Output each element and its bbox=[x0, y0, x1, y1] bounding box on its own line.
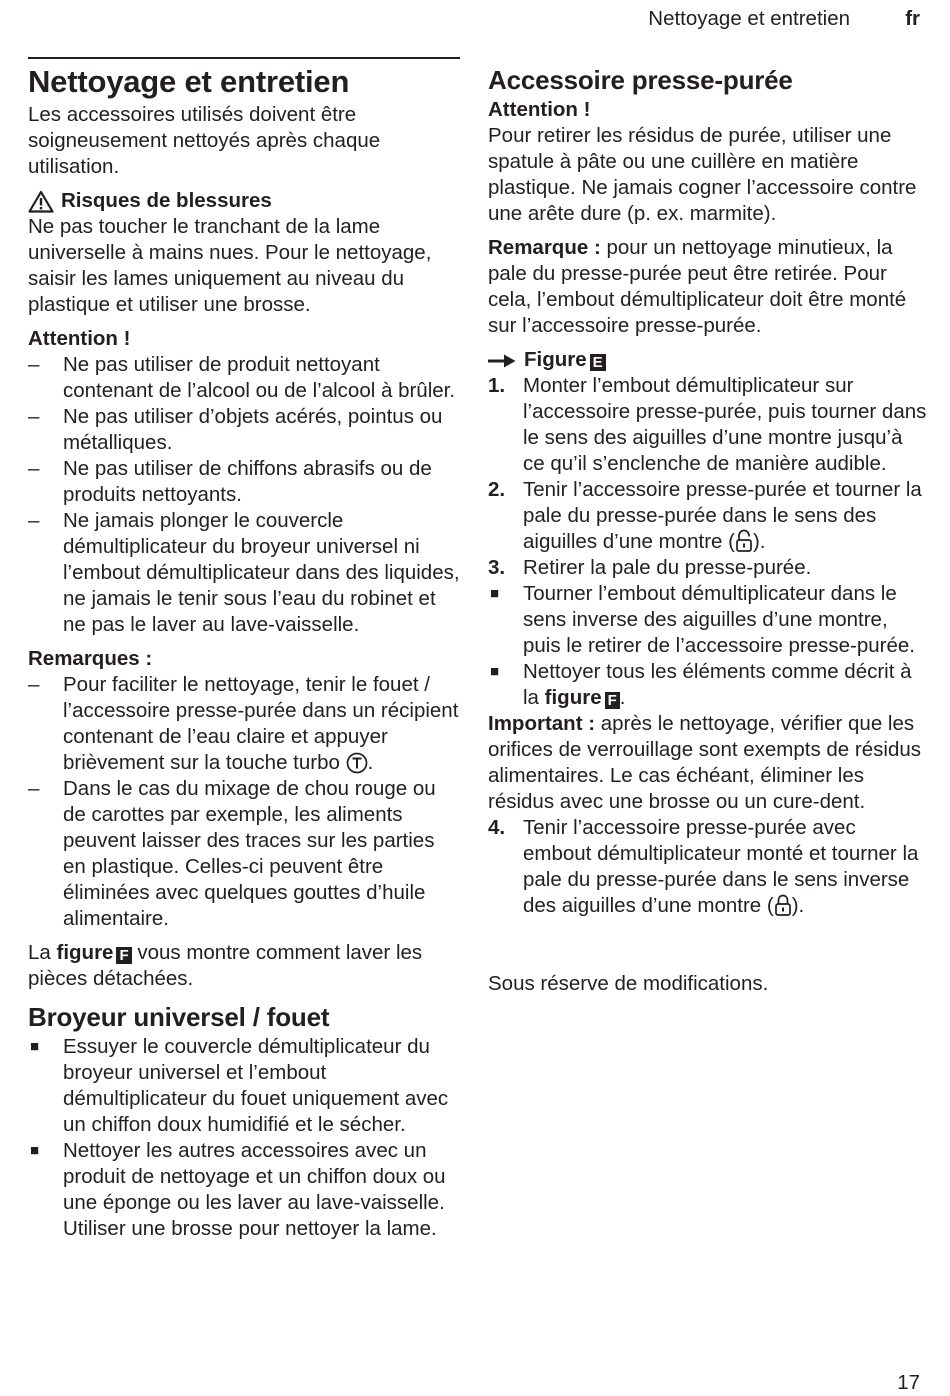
title-rule bbox=[28, 57, 460, 59]
list-item: 3. Retirer la pale du presse-purée. bbox=[488, 556, 812, 579]
list-item: 2. Tenir l’accessoire presse-purée et tourner la pale du presse-purée dans le sens des aiguilles d’une montre ( ). bbox=[488, 478, 922, 553]
dash-marker: – bbox=[28, 353, 40, 376]
arrow-right-icon bbox=[488, 354, 516, 368]
bullet-marker: ■ bbox=[490, 663, 500, 680]
remarks-list bbox=[28, 672, 460, 932]
running-header bbox=[0, 6, 950, 32]
attention-title: Attention ! bbox=[28, 327, 131, 350]
list-item: ■ Nettoyer tous les éléments comme décrit à la figure F . bbox=[490, 660, 912, 709]
step-number: 3. bbox=[488, 556, 506, 579]
remark-paragraph: Remarque : pour un nettoyage minutieux, la pale du presse-purée peut être retirée. Pour cela, l’embout démultiplicateur doit être monté sur l’accessoire presse-purée. bbox=[488, 236, 907, 337]
bullet-marker: ■ bbox=[490, 585, 500, 602]
dash-marker: – bbox=[28, 777, 40, 800]
list-item: – Ne pas utiliser de chiffons abrasifs ou de produits nettoyants. bbox=[28, 457, 432, 506]
dash-marker: – bbox=[28, 509, 40, 532]
bullet-marker: ■ bbox=[30, 1038, 40, 1055]
attention-title: Attention ! bbox=[488, 98, 591, 121]
warning-triangle-icon bbox=[28, 190, 54, 213]
page-number: 17 bbox=[897, 1371, 920, 1394]
intro-paragraph: Les accessoires utilisés doivent être soigneusement nettoyés après chaque utilisation. bbox=[28, 103, 381, 178]
attention-text: Pour retirer les résidus de purée, utiliser une spatule à pâte ou une cuillère en matière plastique. Ne jamais cogner l’accessoire contre une arête dure (p. ex. marmite). bbox=[488, 124, 917, 225]
figure-f-sentence: La figure F vous montre comment laver les pièces détachées. bbox=[28, 941, 423, 990]
list-item: – Ne jamais plonger le couvercle démultiplicateur du broyeur universel ni l’embout démultiplicateur dans des liquides, ne jamais le tenir sous l’eau du robinet et ne pas le laver au lave-vaisselle. bbox=[28, 509, 460, 636]
lock-icon bbox=[774, 893, 792, 917]
dash-marker: – bbox=[28, 673, 40, 696]
list-item: – Ne pas utiliser de produit nettoyant contenant de l’alcool ou de l’alcool à brûler. bbox=[28, 353, 456, 402]
header-section-title: Nettoyage et entretien bbox=[648, 7, 850, 30]
header-language: fr bbox=[905, 7, 920, 30]
list-item: 1. Monter l’embout démultiplicateur sur l’accessoire presse-purée, puis tourner dans le sens des aiguilles d’une montre jusqu’à ce qu’il s’enclenche de manière audible. bbox=[488, 374, 927, 475]
disclaimer: Sous réserve de modifications. bbox=[488, 972, 769, 995]
steps-list bbox=[488, 373, 928, 711]
figure-f-label: F bbox=[605, 692, 620, 709]
figure-e-label: E bbox=[590, 354, 606, 371]
attention-list bbox=[28, 352, 460, 638]
list-item: 4. Tenir l’accessoire presse-purée avec embout démultiplicateur monté et tourner la pale du presse-purée dans le sens inverse des aiguilles d’une montre ( ). bbox=[488, 816, 919, 917]
left-column bbox=[28, 62, 460, 1242]
list-item: – Pour faciliter le nettoyage, tenir le fouet / l’accessoire presse-purée dans un récipient contenant de l’eau claire et appuyer brièvement sur la touche turbo . bbox=[28, 673, 459, 774]
list-item: ■ Tourner l’embout démultiplicateur dans le sens inverse des aiguilles d’une montre, puis le retirer de l’accessoire presse-purée. bbox=[490, 582, 915, 657]
list-item: ■ Essuyer le couvercle démultiplicateur du broyeur universel et l’embout démultiplicateur du fouet uniquement avec un chiffon doux humidifié et le sécher. bbox=[30, 1035, 449, 1136]
page-title: Nettoyage et entretien bbox=[28, 64, 350, 99]
broyeur-list bbox=[28, 1034, 460, 1242]
step-number: 1. bbox=[488, 374, 506, 397]
warning-title: Risques de blessures bbox=[61, 189, 272, 212]
list-item: ■ Nettoyer les autres accessoires avec un produit de nettoyage et un chiffon doux ou une éponge ou les laver au lave-vaisselle. Utiliser une brosse pour nettoyer la lame. bbox=[30, 1139, 446, 1240]
warning-text: Ne pas toucher le tranchant de la lame universelle à mains nues. Pour le nettoyage, saisir les lames uniquement au niveau du plastique et utiliser une brosse. bbox=[28, 215, 432, 316]
section-title-presse-puree: Accessoire presse-purée bbox=[488, 65, 793, 95]
dash-marker: – bbox=[28, 405, 40, 428]
figure-e-reference: Figure E bbox=[488, 347, 928, 373]
step-number: 4. bbox=[488, 816, 506, 839]
section-title-broyeur: Broyeur universel / fouet bbox=[28, 1002, 330, 1032]
important-paragraph: Important : après le nettoyage, vérifier que les orifices de verrouillage sont exempts de résidus alimentaires. Le cas échéant, éliminer les résidus avec une brosse ou un cure-dent. bbox=[488, 712, 921, 813]
bullet-marker: ■ bbox=[30, 1142, 40, 1159]
list-item: – Ne pas utiliser d’objets acérés, pointus ou métalliques. bbox=[28, 405, 443, 454]
turbo-button-icon bbox=[346, 752, 368, 774]
warning-heading bbox=[28, 188, 460, 214]
step-number: 2. bbox=[488, 478, 506, 501]
unlock-icon bbox=[735, 529, 753, 553]
dash-marker: – bbox=[28, 457, 40, 480]
list-item: – Dans le cas du mixage de chou rouge ou de carottes par exemple, les aliments peuvent laisser des traces sur les parties en plastique. Celles-ci peuvent être éliminées avec quelques gouttes d’huile alimentaire. bbox=[28, 777, 436, 930]
right-column bbox=[488, 63, 928, 997]
remarks-title: Remarques : bbox=[28, 647, 153, 670]
figure-f-label: F bbox=[116, 947, 131, 964]
